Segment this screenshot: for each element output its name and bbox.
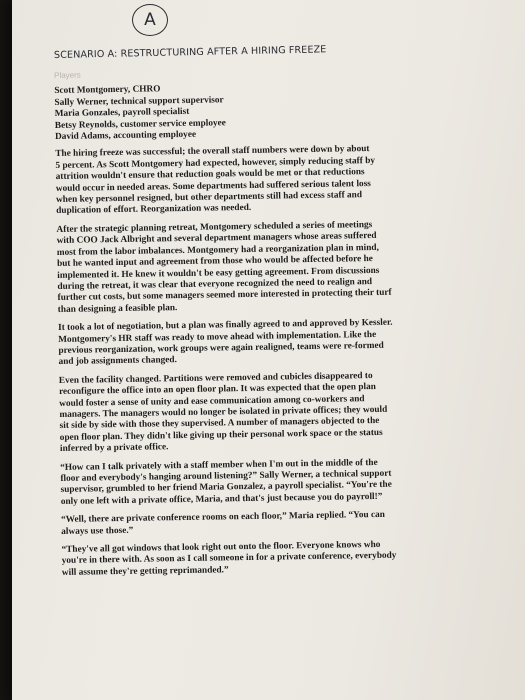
book-page	[12, 0, 525, 700]
player-name: David Adams, accounting employee	[54, 129, 197, 143]
player-name: Sally Werner, technical support supervisor	[54, 95, 224, 108]
paragraph-maria-reply: “Well, there are private conference rooms on each floor,” Maria replied. “You can always use those.”	[60, 510, 385, 537]
player-name: Maria Gonzales, payroll specialist	[54, 107, 190, 120]
paragraph-windows-quote: “They've all got windows that look right out onto the floor. Everyone knows who you're in there with. As soon as I call someone in for a private conference, everybody will assume they're getting reprimanded.”	[61, 539, 397, 578]
circled-letter-annotation: A	[132, 4, 168, 36]
players-label: Players	[54, 70, 81, 80]
handwritten-scenario-title: SCENARIO A: RESTRUCTURING AFTER A HIRING FREEZE	[53, 44, 327, 61]
paragraph-planning-retreat: After the strategic planning retreat, Montgomery scheduled a series of meetings with COO Jack Albright and several department managers whose areas suffered most from the labor imbalances. Montgomery had a reorganization plan in mind, but he wanted input and agreement from those who would be affected before he implemented it. He knew it wouldn't be easy getting agreement. From discussions during the retreat, it was clear that everyone recognized the need to realign and further cut costs, but some managers seemed more interested in protecting their turf than designing a feasible plan.	[56, 219, 392, 315]
paragraph-facility-change: Even the facility changed. Partitions were removed and cubicles disappeared to reconfigure the office into an open floor plan. It was expected that the open plan would foster a sense of unity and ease communication among co-workers and managers. The managers would no longer be isolated in private offices; they would sit side by side with those they supervised. A number of managers objected to the open floor plan. They didn't like giving up their personal work space or the status inferred by a private office.	[58, 370, 388, 455]
player-name: Scott Montgomery, CHRO	[54, 84, 161, 97]
player-name: Betsy Reynolds, customer service employee	[54, 117, 226, 131]
paragraph-negotiation: It took a lot of negotiation, but a plan was finally agreed to and approved by Kessler. Montgomery's HR staff was ready to move ahead with implementation. Like the previous reorganization, work groups were again realigned, teams were re-formed and job assignments changed.	[57, 317, 393, 368]
page-content	[54, 64, 457, 586]
paragraph-sally-quote: “How can I talk privately with a staff member when I'm out in the middle of the floor and everybody's hanging around listening?” Sally Werner, a technical support supervisor, grumbled to her friend Maria Gonzalez, a payroll specialist. “You're the only one left with a private office, Maria, and that's just because you do payroll!”	[60, 457, 392, 507]
paragraph-hiring-freeze: The hiring freeze was successful; the overall staff numbers were down by about 5 percent. As Scott Montgomery had expected, however, simply reducing staff by attrition wouldn't ensure that reduction goals would be met or that reductions would occur in needed areas. Some departments had suffered serious talent loss when key personnel resigned, but other departments still had excess staff and duplication of effort. Reorganization was needed.	[55, 144, 376, 217]
